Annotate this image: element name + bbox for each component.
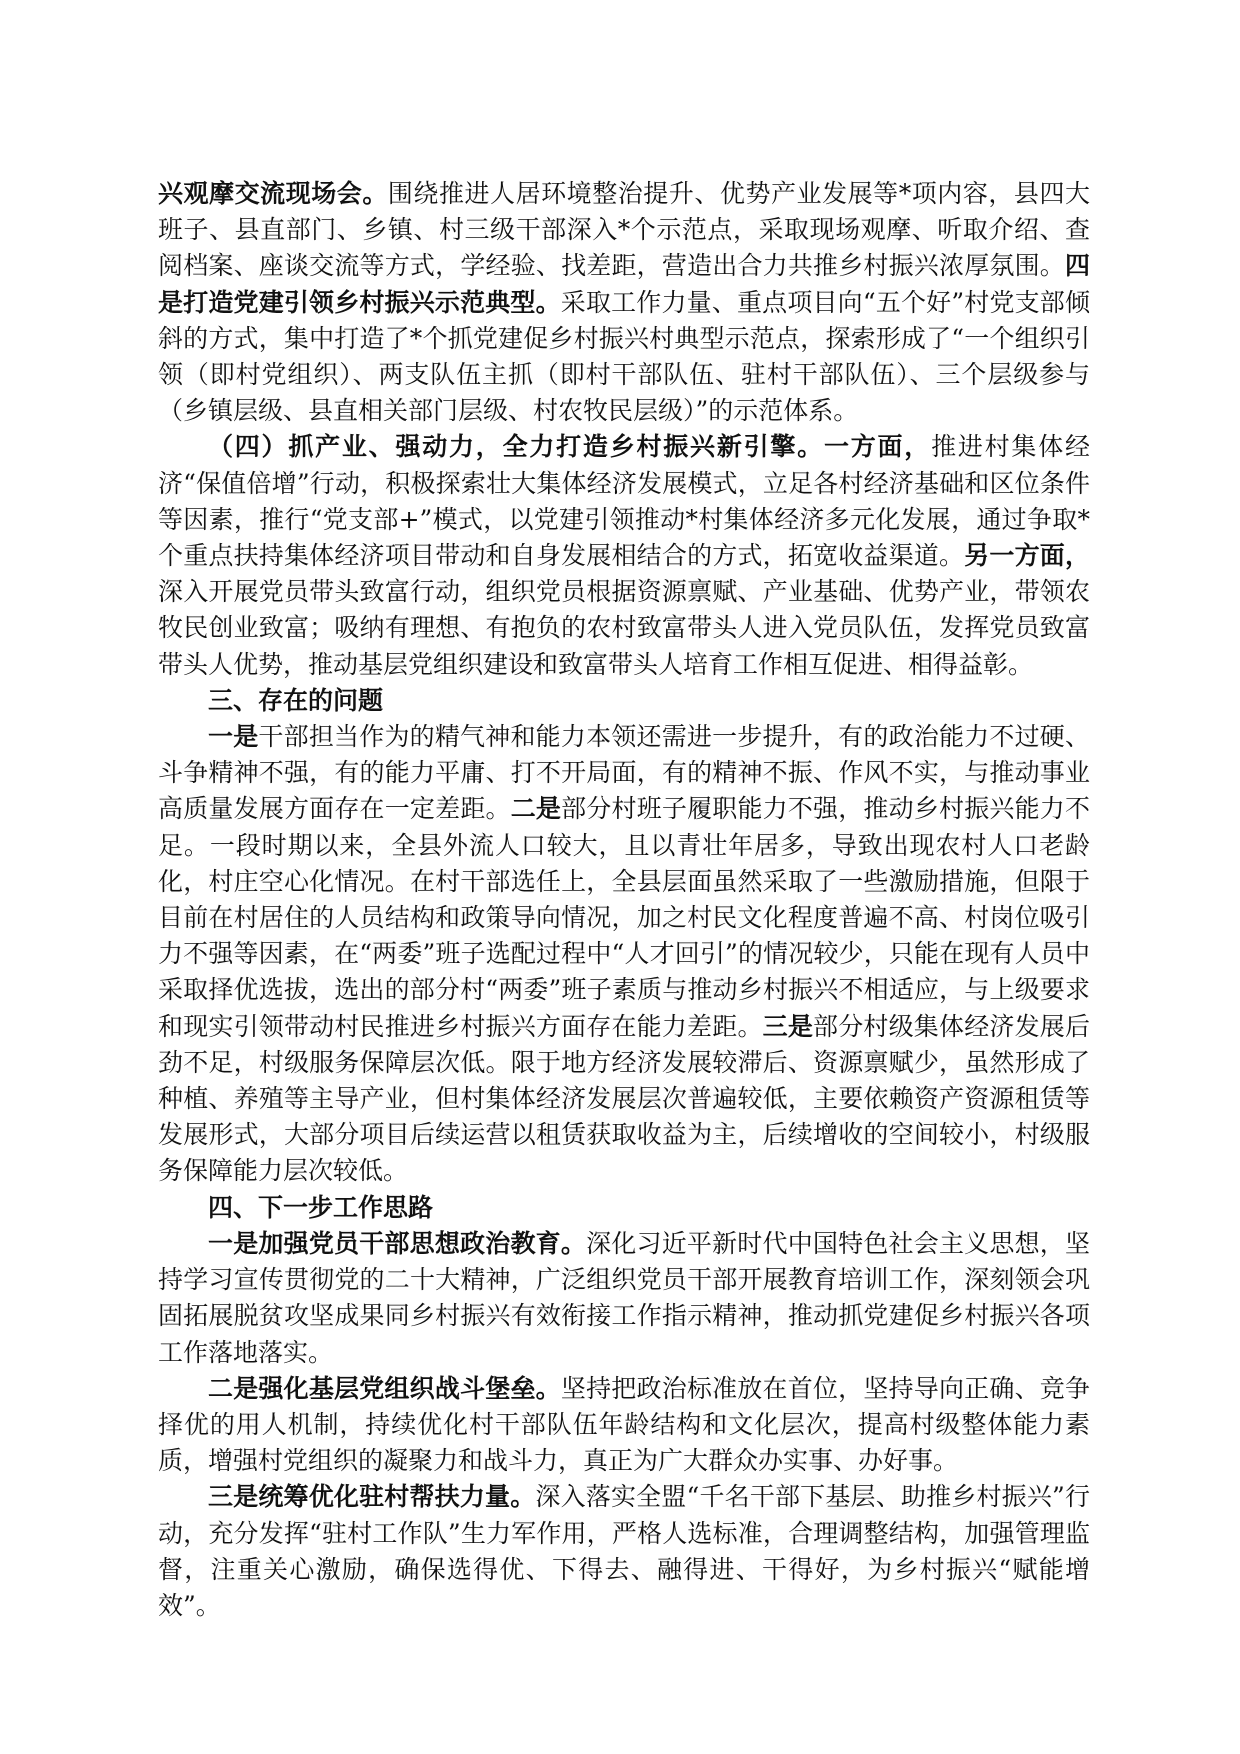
text-run: 部分村级集体经济发展后劲不足，村级服务保障层次低。限于地方经济发展较滞后、资源禀赋少，虽然形成了种植、养殖等主导产业，但村集体经济发展层次普遍较低，主要依赖资产资源租赁等发展形式，大部分项目后续运营以租赁获取收益为主，后续增收的空间较小，村级服务保障能力层次较低。 bbox=[158, 1011, 1090, 1186]
bold-run: 三是 bbox=[762, 1011, 814, 1041]
section-heading-existing-problems bbox=[158, 683, 1090, 719]
paragraph-problems-list bbox=[158, 719, 1090, 1190]
text-run: 深入落实全盟“千名干部下基层、助推乡村振兴”行动，充分发挥“驻村工作队”生力军作用，严格人选标准，合理调整结构，加强管理监督，注重关心激励，确保选得优、下得去、融得进、干得好，为乡村振兴“赋能增效”。 bbox=[158, 1482, 1090, 1620]
document-page bbox=[158, 176, 1090, 1624]
text-run: 坚持把政治标准放在首位，坚持导向正确、竞争择优的用人机制，持续优化村干部队伍年龄结构和文化层次，提高村级整体能力素质，增强村党组织的凝聚力和战斗力，真正为广大群众办实事、办好事。 bbox=[158, 1373, 1090, 1476]
heading-text: 四、下一步工作思路 bbox=[208, 1192, 434, 1222]
text-run: 推进村集体经济“保值倍增”行动，积极探索壮大集体经济发展模式，立足各村经济基础和区位条件等因素，推行“党支部+”模式，以党建引领推动*村集体经济多元化发展，通过争取*个重点扶持集体经济项目带动和自身发展相结合的方式，拓宽收益渠道。 bbox=[158, 432, 1090, 571]
bold-run: （四）抓产业、强动力，全力打造乡村振兴新引擎。一方面， bbox=[208, 432, 932, 462]
paragraph-party-organization bbox=[158, 1371, 1090, 1480]
bold-run: 兴观摩交流现场会。 bbox=[158, 179, 388, 208]
paragraph-village-revitalization-observation bbox=[158, 176, 1090, 429]
text-run: 深入开展党员带头致富行动，组织党员根据资源禀赋、产业基础、优势产业，带领农牧民创业致富；吸纳有理想、有抱负的农村致富带头人进入党员队伍，发挥党员致富带头人优势，推动基层党组织建设和致富带头人培育工作相互促进、相得益彰。 bbox=[158, 577, 1090, 679]
section-heading-next-steps bbox=[158, 1190, 1090, 1226]
paragraph-industry-driving-force bbox=[158, 429, 1090, 682]
heading-text: 三、存在的问题 bbox=[208, 685, 384, 715]
bold-run: 一是加强党员干部思想政治教育。 bbox=[208, 1228, 587, 1258]
text-run: 干部担当作为的精气神和能力本领还需进一步提升，有的政治能力不过硬、斗争精神不强，有的能力平庸、打不开局面，有的精神不振、作风不实，与推动事业高质量发展方面存在一定差距。 bbox=[158, 722, 1090, 824]
bold-run: 四是打造党建引领乡村振兴示范典型。 bbox=[158, 251, 1090, 317]
bold-run: 一是 bbox=[208, 722, 259, 752]
text-run: 部分村班子履职能力不强，推动乡村振兴能力不足。一段时期以来，全县外流人口较大，且以青壮年居多，导致出现农村人口老龄化，村庄空心化情况。在村干部选任上，全县层面虽然采取了一些激励措施，但限于目前在村居住的人员结构和政策导向情况，加之村民文化程度普遍不高、村岗位吸引力不强等因素，在“两委”班子选配过程中“人才回引”的情况较少，只能在现有人员中采取择优选拔，选出的部分村“两委”班子素质与推动乡村振兴不相适应，与上级要求和现实引领带动村民推进乡村振兴方面存在能力差距。 bbox=[158, 794, 1090, 1041]
bold-run: 二是 bbox=[510, 794, 562, 824]
text-run: 深化习近平新时代中国特色社会主义思想，坚持学习宣传贯彻党的二十大精神，广泛组织党员干部开展教育培训工作，深刻领会巩固拓展脱贫攻坚成果同乡村振兴有效衔接工作指示精神，推动抓党建促乡村振兴各项工作落地落实。 bbox=[158, 1228, 1090, 1367]
paragraph-village-assistance bbox=[158, 1479, 1090, 1624]
bold-run: 三是统筹优化驻村帮扶力量。 bbox=[208, 1482, 536, 1512]
bold-run: 另一方面， bbox=[964, 541, 1090, 571]
text-run: 采取工作力量、重点项目向“五个好”村党支部倾斜的方式，集中打造了*个抓党建促乡村振兴村典型示范点，探索形成了“一个组织引领（即村党组织）、两支队伍主抓（即村干部队伍、驻村干部队伍）、三个层级参与（乡镇层级、县直相关部门层级、村农牧民层级）”的示范体系。 bbox=[158, 287, 1090, 426]
text-run: 围绕推进人居环境整治提升、优势产业发展等*项内容，县四大班子、县直部门、乡镇、村三级干部深入*个示范点，采取现场观摩、听取介绍、查阅档案、座谈交流等方式，学经验、找差距，营造出合力共推乡村振兴浓厚氛围。 bbox=[158, 179, 1090, 281]
bold-run: 二是强化基层党组织战斗堡垒。 bbox=[208, 1373, 561, 1403]
paragraph-political-education bbox=[158, 1226, 1090, 1371]
